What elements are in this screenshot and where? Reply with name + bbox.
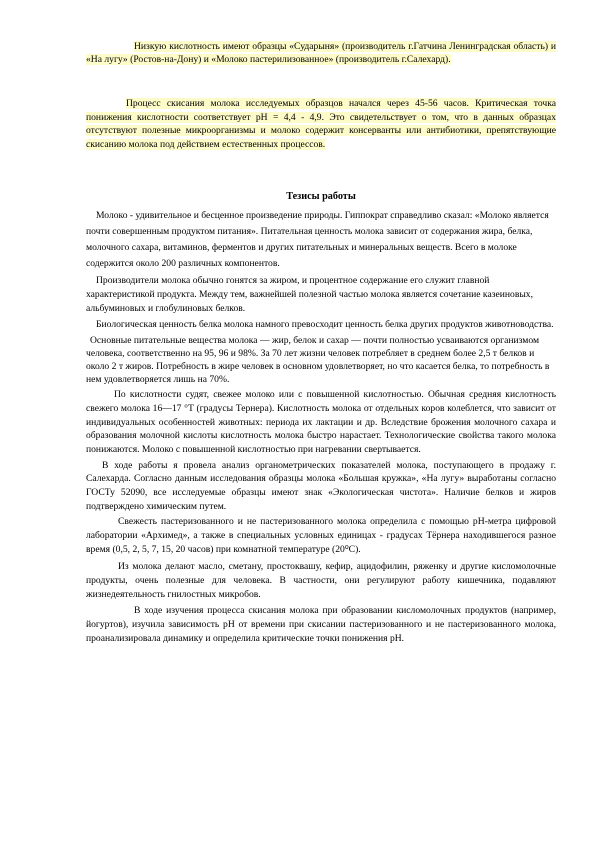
intro-text-2: Процесс скисания молока исследуемых образцов начался через 45-56 часов. Критическая точка понижения кислотности соответствует pH = 4,4 - 4,9. Это свидетельствует о том, что в данных образцах отсутствуют полезные микроорганизмы и молоко содержит консерванты или антибиотики, препятствующие скисанию молока под действием естественных процессов. [86,98,556,150]
thesis-paragraph: Свежесть пастеризованного и не пастеризованного молока определила с помощью pH-метра цифровой лаборатории «Архимед», а также в специальных условных единицах - градусах Тёрнера находившегося разное время (0,5, 2, 5, 7, 15, 20 часов) при комнатной температуре (20⁰С). [86,516,556,556]
section-title: Тезисы работы [286,191,356,202]
thesis-paragraph: Производители молока обычно гонятся за жиром, и процентное содержание его служит главной характеристикой продукта. Между тем, важнейшей полезной частью молока является сочетание казеиновых, альбуминовых и глобулиновых белков. [86,275,533,314]
thesis-paragraph: Молоко - удивительное и бесценное произведение природы. Гиппократ справедливо сказал: «Молоко является почти совершенным продуктом питания». Питательная ценность молока зависит от содержания жира, белка, молочного сахара, витаминов, ферментов и других питательных и минеральных веществ. Всего в молоке содержится около 200 различных компонентов. [86,210,549,270]
thesis-paragraph: В ходе изучения процесса скисания молока при образовании кисломолочных продуктов (например, йогуртов), изучила зависимость pH от времени при скисании пастеризованного и не пастеризованного молока, проанализировала динамику и определила критические точки понижения pH. [86,605,556,645]
thesis-paragraph: Основные питательные вещества молока — жир, белок и сахар — почти полностью усваиваются организмом человека, соответственно на 95, 96 и 98%. За 70 лет жизни человек потребляет в среднем более 2,5 т белков и около 2 т жиров. Потребность в жире человек в основном удовлетворяет, но что касается белка, то потребность в нем удовлетворяется лишь на 70%. [86,334,550,386]
thesis-paragraph: В ходе работы я провела анализ органометрических показателей молока, поступающего в продажу г. Салехарда. Согласно данным исследования образцы молока «Большая кружка», «На лугу» выработаны согласно ГОСТу 52090, все исследуемые образцы имеют знак «Экологическая чистота». Наличие белков и жиров подтверждено химическим путем. [86,459,556,512]
intro-paragraph-2 [86,97,556,151]
thesis-paragraph: Биологическая ценность белка молока намного превосходит ценность белка других продуктов животноводства. [96,318,554,330]
thesis-paragraph: Из молока делают масло, сметану, простоквашу, кефир, ацидофилин, ряженку и другие кисломолочные продукты, очень полезные для человека. В частности, они регулируют работу кишечника, подавляют жизнедеятельность гнилостных микробов. [86,560,556,600]
thesis-paragraph: По кислотности судят, свежее молоко или с повышенной кислотностью. Обычная средняя кислотность свежего молока 16—17 °Т (градусы Тернера). Кислотность молока от отдельных коров колеблется, что зависит от индивидуальных особенностей животных: периода их лактации и др. Вследствие брожения молочного сахара и образования молочной кислоты кислотность молока быстро нарастает. Технологические свойства такого молока понижаются. Молоко с повышенной кислотностью при нагревании свертывается. [86,389,556,456]
intro-text-1: Низкую кислотность имеют образцы «Сударыня» (производитель г.Гатчина Ленинградская область) и «На лугу» (Ростов-на-Дону) и «Молоко пастерилизованное» (производитель г.Салехард). [86,41,556,66]
theses-body [86,208,556,646]
intro-paragraph-1 [86,40,556,67]
